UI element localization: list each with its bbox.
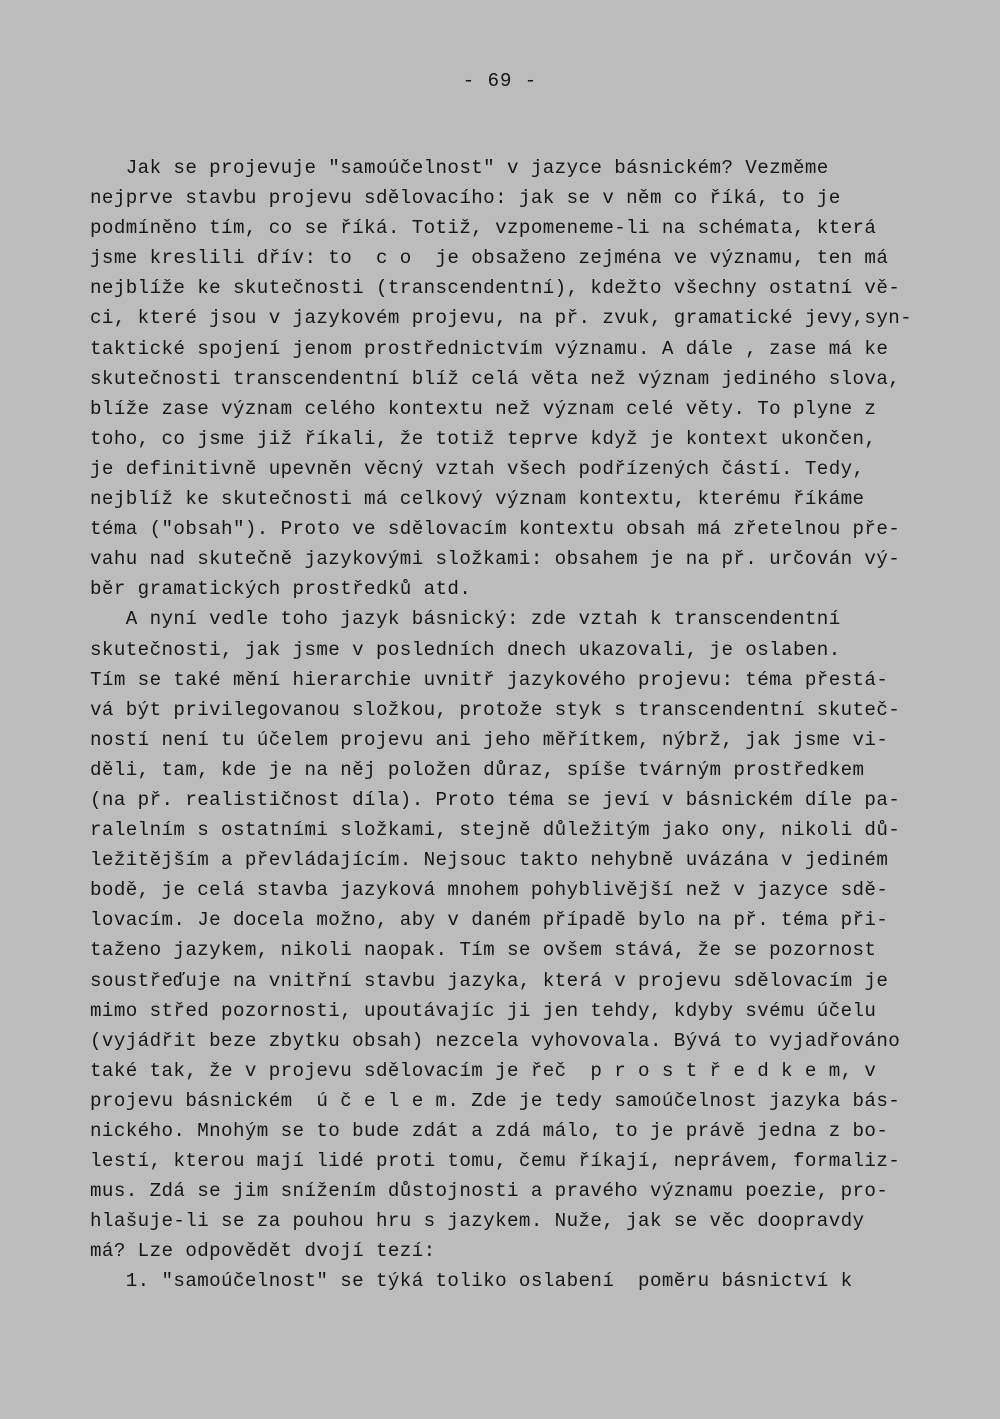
text-line: lestí, kterou mají lidé proti tomu, čemu říkají, neprávem, formaliz- [90, 1150, 901, 1173]
text-line: ností není tu účelem projevu ani jeho měřítkem, nýbrž, jak jsme vi- [90, 728, 889, 751]
text-line: (vyjádřit beze zbytku obsah) nezcela vyhovovala. Bývá to vyjadřováno [90, 1029, 901, 1052]
page-number: - 69 - [462, 70, 538, 92]
text-line: nejblíž ke skutečnosti má celkový význam kontextu, kterému říkáme [90, 488, 865, 511]
text-line: má? Lze odpovědět dvojí tezí: [90, 1240, 436, 1263]
text-line: ralelním s ostatními složkami, stejně důležitým jako ony, nikoli dů- [90, 819, 901, 842]
text-line: vá být privilegovanou složkou, protože styk s transcendentní skuteč- [90, 698, 901, 721]
text-line: ci, které jsou v jazykovém projevu, na př. zvuk, gramatické jevy,syn- [90, 307, 913, 330]
text-line: běr gramatických prostředků atd. [90, 578, 472, 601]
text-line: (na př. realističnost díla). Proto téma se jeví v básnickém díle pa- [90, 788, 901, 811]
text-line: nického. Mnohým se to bude zdát a zdá málo, to je právě jedna z bo- [90, 1120, 889, 1142]
text-line: A nyní vedle toho jazyk básnický: zde vztah k transcendentní [90, 608, 841, 631]
text-line: 1. "samoúčelnost" se týká toliko oslabení poměru básnictví k [90, 1270, 853, 1293]
text-line: děli, tam, kde je na něj položen důraz, spíše tvárným prostředkem [90, 758, 865, 781]
text-line: Jak se projevuje "samoúčelnost" v jazyce básnickém? Vezměme [90, 157, 829, 179]
text-line: ležitějším a převládajícím. Nejsouc takto nehybně uvázána v jediném [90, 849, 889, 872]
text-line: vahu nad skutečně jazykovými složkami: obsahem je na př. určován vý- [90, 548, 901, 571]
text-line: nejprve stavbu projevu sdělovacího: jak se v něm co říká, to je [90, 187, 841, 210]
text-line: hlašuje-li se za pouhou hru s jazykem. Nuže, jak se věc doopravdy [90, 1210, 865, 1233]
text-line: nejblíže ke skutečnosti (transcendentní), kdežto všechny ostatní vě- [90, 277, 901, 300]
text-line: projevu básnickém ú č e l e m. Zde je tedy samoúčelnost jazyka bás- [90, 1089, 901, 1112]
text-line: podmíněno tím, co se říká. Totiž, vzpomeneme-li na schémata, která [90, 217, 877, 240]
text-line: mimo střed pozornosti, upoutávajíc ji jen tehdy, kdyby svému účelu [90, 999, 877, 1022]
text-line: blíže zase význam celého kontextu než význam celé věty. To plyne z [90, 397, 877, 420]
text-line: toho, co jsme již říkali, že totiž teprve když je kontext ukončen, [90, 427, 877, 450]
body-text [90, 153, 920, 1297]
text-line: je definitivně upevněn věcný vztah všech podřízených částí. Tedy, [90, 457, 865, 480]
text-line: bodě, je celá stavba jazyková mnohem pohyblivější než v jazyce sdě- [90, 879, 889, 902]
text-line: mus. Zdá se jim snížením důstojnosti a pravého významu poezie, pro- [90, 1180, 889, 1203]
text-line: lovacím. Je docela možno, aby v daném případě bylo na př. téma při- [90, 909, 889, 932]
text-line: soustřeďuje na vnitřní stavbu jazyka, která v projevu sdělovacím je [90, 969, 889, 992]
text-line: Tím se také mění hierarchie uvnitř jazykového projevu: téma přestá- [90, 668, 889, 691]
text-line: taženo jazykem, nikoli naopak. Tím se ovšem stává, že se pozornost [90, 939, 877, 962]
text-line: skutečnosti, jak jsme v posledních dnech ukazovali, je oslaben. [90, 638, 841, 661]
text-line: taktické spojení jenom prostřednictvím významu. A dále , zase má ke [90, 337, 889, 360]
text-line: téma ("obsah"). Proto ve sdělovacím kontextu obsah má zřetelnou pře- [90, 518, 901, 541]
text-line: skutečnosti transcendentní blíž celá věta než význam jediného slova, [90, 367, 901, 390]
text-line: také tak, že v projevu sdělovacím je řeč p r o s t ř e d k e m, v [90, 1059, 877, 1082]
text-line: jsme kreslili dřív: to c o je obsaženo zejména ve významu, ten má [90, 247, 889, 270]
